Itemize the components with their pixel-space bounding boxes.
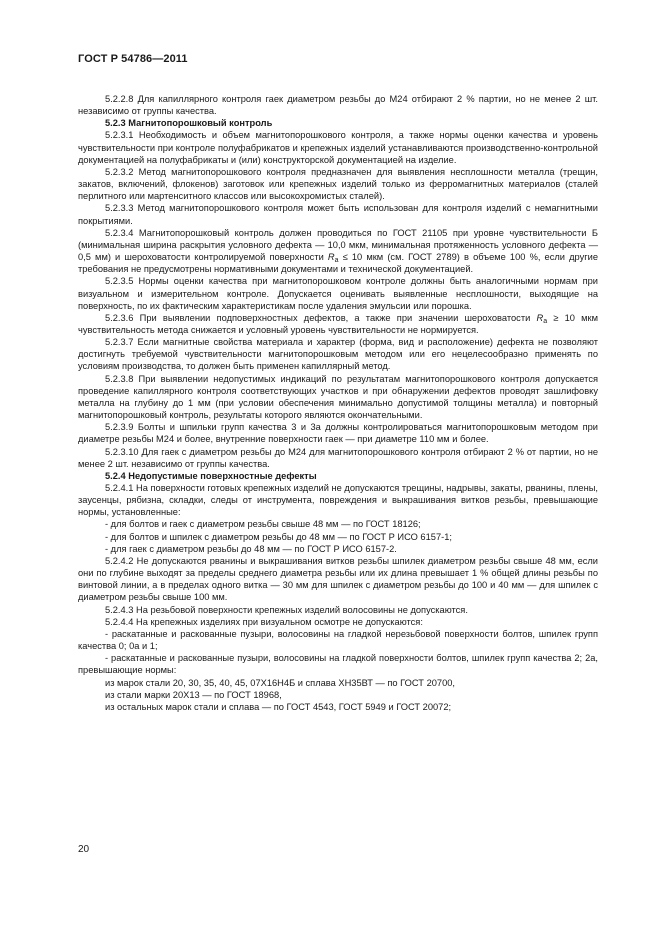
sub-list-item: из марок стали 20, 30, 35, 40, 45, 07Х16Н4Б и сплава ХН35ВТ — по ГОСТ 20700, (105, 677, 456, 688)
list-item: - раскатанные и раскованные пузыри, волосовины на гладкой поверхности болтов, шпилек групп качества 2; 2а, превышающие нормы: (78, 653, 598, 676)
section-heading-5-2-4: 5.2.4 Недопустимые поверхностные дефекты (105, 470, 317, 481)
roughness-subscript: a (334, 257, 339, 265)
roughness-subscript: a (543, 317, 548, 325)
roughness-symbol: R (536, 312, 544, 323)
list-item: - раскатанные и раскованные пузыри, волосовины на гладкой нерезьбовой поверхности болтов, шпилек групп качества 0; 0а и 1; (78, 628, 598, 652)
paragraph-5-2-3-6 (78, 312, 598, 336)
paragraph-5-2-3-6-text-b: ≥ 10 мкм чувствительность метода снижается и условный уровень чувствительности не нормируется. (78, 312, 599, 335)
paragraph-5-2-4-4: 5.2.4.4 На крепежных изделиях при визуальном осмотре не допускаются: (105, 616, 423, 627)
page-number: 20 (78, 844, 90, 855)
roughness-symbol: R (327, 252, 335, 263)
paragraph-5-2-3-4-text-a: 5.2.3.4 Магнитопорошковый контроль должен проводиться по ГОСТ 21105 при уровне чувствительности Б (минимальная ширина раскрытия условного дефекта — 10,0 мкм, минимальная протяженность условного дефекта — 0,5 мм) и шероховатости контролируемой поверхности (78, 227, 598, 263)
list-item: - для гаек с диаметром резьбы до 48 мм — по ГОСТ Р ИСО 6157-2. (105, 543, 397, 554)
paragraph-5-2-4-2: 5.2.4.2 Не допускаются рванины и выкрашивания витков резьбы шпилек диаметром резьбы свыше 48 мм, если они по глубине выходят за пределы среднего диаметра резьбы или их длина превышает 1 % общей длины резьбы по винтовой линии, а в пределах одного витка — 30 мм для шпилек с диаметром резьбы до 100 и 40 мм — для шпилек с диаметром резьбы свыше 100 мм. (78, 555, 598, 603)
document-header: ГОСТ Р 54786—2011 (78, 53, 188, 65)
paragraph-5-2-3-3: 5.2.3.3 Метод магнитопорошкового контроля может быть использован для контроля изделий с немагнитными покрытиями. (78, 203, 598, 226)
list-item: - для болтов и гаек с диаметром резьбы свыше 48 мм — по ГОСТ 18126; (105, 519, 421, 530)
sub-list-item: из остальных марок стали и сплава — по ГОСТ 4543, ГОСТ 5949 и ГОСТ 20072; (105, 701, 452, 712)
paragraph-5-2-4-1: 5.2.4.1 На поверхности готовых крепежных изделий не допускаются трещины, надрывы, закаты, рванины, плены, заусенцы, рябизна, складки, следы от инструмента, повреждения и выкрашивания витков резьбы, превышающие нормы, установленные: (78, 483, 598, 518)
paragraph-5-2-3-8: 5.2.3.8 При выявлении недопустимых индикаций по результатам магнитопорошкового контроля допускается проведение капиллярного контроля соответствующих участков и при обнаружении дефектов проводят зашлифовку металла на глубину до 1 мм (при условии обеспечения минимально допустимой толщины металла) и повторный магнитопорошковый контроль, результаты которого являются окончательными. (78, 373, 598, 421)
paragraph-5-2-4-3: 5.2.4.3 На резьбовой поверхности крепежных изделий волосовины не допускаются. (105, 604, 468, 615)
paragraph-5-2-2-8: 5.2.2.8 Для капиллярного контроля гаек диаметром резьбы до М24 отбирают 2 % партии, но не менее 2 шт. независимо от группы качества. (78, 94, 598, 117)
paragraph-5-2-3-1: 5.2.3.1 Необходимость и объем магнитопорошкового контроля, а также нормы оценки качества и уровень чувствительности при контроле полуфабрикатов и крепежных изделий устанавливаются производственно-контрольной документацией на полуфабрикаты и (или) конструкторской документацией на изделие. (78, 130, 598, 165)
paragraph-5-2-3-4-text-b: ≤ 10 мкм (см. ГОСТ 2789) в объеме 100 %, если другие требования не предусмотрены нормативными документами и технической документацией. (78, 252, 598, 275)
paragraph-5-2-3-9: 5.2.3.9 Болты и шпильки групп качества 3 и 3а должны контролироваться магнитопорошковым методом при диаметре резьбы М24 и более, внутренние поверхности гаек — при диаметре 110 мм и более. (78, 422, 598, 445)
paragraph-5-2-3-4 (78, 227, 598, 276)
sub-list-item: из стали марки 20Х13 — по ГОСТ 18968, (105, 689, 282, 700)
list-item: - для болтов и шпилек с диаметром резьбы до 48 мм — по ГОСТ Р ИСО 6157-1; (105, 531, 452, 542)
paragraph-5-2-3-7: 5.2.3.7 Если магнитные свойства материала и характер (форма, вид и расположение) дефекта не позволяют достигнуть требуемой чувствительности магнитопорошковым методом или его нецелесообразно применять по условиям производства, то должен быть применен капиллярный метод. (78, 337, 598, 372)
section-heading-5-2-3: 5.2.3 Магнитопорошковый контроль (105, 118, 273, 129)
paragraph-5-2-3-2: 5.2.3.2 Метод магнитопорошкового контроля предназначен для выявления несплошности металла (трещин, закатов, включений, флокенов) заготовок или крепежных изделий только из ферромагнитных материалов (сталей перлитного или мартенситного классов или высокохромистых сталей). (78, 166, 598, 202)
paragraph-5-2-3-6-text-a: 5.2.3.6 При выявлении подповерхностных дефектов, а также при значении шероховатости (105, 312, 537, 323)
document-body (78, 93, 598, 713)
paragraph-5-2-3-5: 5.2.3.5 Нормы оценки качества при магнитопорошковом контроле должны быть аналогичными нормам при визуальном и измерительном контроле. Допускается оценивать выявленные несплошности, выходящие на поверхность, по их фактическим характеристикам после удаления эмульсии или порошка. (78, 276, 598, 311)
paragraph-5-2-3-10: 5.2.3.10 Для гаек с диаметром резьбы до М24 для магнитопорошкового контроля отбирают 2 % от партии, но не менее 2 шт. независимо от группы качества. (78, 446, 598, 469)
